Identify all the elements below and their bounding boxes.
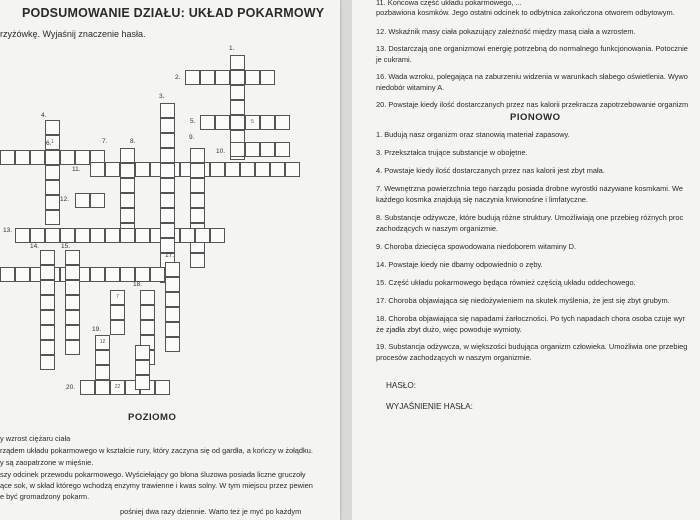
crossword-cell[interactable] [230,115,245,130]
crossword-cell[interactable] [135,228,150,243]
poziomo-clue: 13. Dostarczają one organizmowi energię potrzebną do normalnego funkcjonowania. Potocznie [376,44,688,53]
crossword-cell[interactable] [160,118,175,133]
pionowo-clue: 8. Substancje odżywcze, które budują różne struktury. Umożliwiają one przebieg różnych proc [376,213,684,222]
crossword-cell[interactable] [65,265,80,280]
crossword-cell[interactable] [40,280,55,295]
clue-number: 11. [72,166,81,173]
crossword-cell[interactable] [40,340,55,355]
clue-number: 5. [190,118,196,125]
crossword-cell[interactable] [230,55,245,70]
crossword-cell[interactable] [120,178,135,193]
crossword-cell[interactable] [110,320,125,335]
crossword-cell[interactable]: 1 [45,135,60,150]
poziomo-clue: e być gromadzony pokarm. [0,492,90,501]
crossword-cell[interactable] [40,355,55,370]
pionowo-clue: 19. Substancja odżywcza, w większości budująca organizm człowieka. Umożliwia one przebieg [376,342,688,351]
crossword-cell[interactable]: 12 [95,335,110,350]
crossword-cell[interactable] [230,85,245,100]
pionowo-clue: 18. Choroba objawiająca się napadami żarłoczności. Po tych napadach chora osoba czuje wyr [376,314,685,323]
pionowo-clue: zachodzących w naszym organizmie. [376,224,498,233]
poziomo-clue: niedobór witaminy A. [376,83,445,92]
crossword-cell[interactable] [190,193,205,208]
crossword-cell[interactable] [45,210,60,225]
crossword-cell[interactable] [90,162,105,177]
pionowo-clue: 9. Choroba dziecięca spowodowana niedoborem witaminy D. [376,242,577,251]
crossword-cell[interactable] [140,290,155,305]
crossword-cell[interactable] [160,103,175,118]
poziomo-clue: szy odcinek przewodu pokarmowego. Wyściełający go błona śluzowa posiada liczne gruczoły [0,470,306,479]
pionowo-clue: 7. Wewnętrzna powierzchnia tego narządu posiada drobne wyrostki nazywane kosmkami. We [376,184,684,193]
crossword-cell[interactable] [165,262,180,277]
crossword-cell[interactable] [45,195,60,210]
crossword-cell[interactable] [45,228,60,243]
pionowo-clue: każdego kosmka znajdują się naczynia krwionośne i limfatyczne. [376,195,588,204]
crossword-cell[interactable] [65,310,80,325]
crossword-cell[interactable] [255,162,270,177]
crossword-cell[interactable] [230,100,245,115]
crossword-cell[interactable] [215,70,230,85]
poziomo-clue: ące sok, w skład którego wchodzą enzymy trawienne i kwas solny. W tym miejscu przez pewien [0,481,313,490]
crossword-cell[interactable] [185,70,200,85]
crossword-cell[interactable] [190,148,205,163]
poziomo-clue: 20. Powstaje kiedy ilość dostarczanych przez nas kalorii przekracza zapotrzebowanie organizm [376,100,689,109]
crossword-cell[interactable] [45,165,60,180]
crossword-cell[interactable] [195,228,210,243]
crossword-cell[interactable] [165,337,180,352]
crossword-cell[interactable] [230,70,245,85]
crossword-cell[interactable] [65,340,80,355]
crossword-grid [0,0,340,400]
pionowo-clue: procesów zachodzących w naszym organizmie. [376,353,532,362]
crossword-cell[interactable] [160,133,175,148]
crossword-cell[interactable] [135,162,150,177]
crossword-cell[interactable] [140,320,155,335]
crossword-cell[interactable] [95,350,110,365]
crossword-cell[interactable] [200,115,215,130]
crossword-cell[interactable] [105,162,120,177]
crossword-cell[interactable] [190,163,205,178]
crossword-cell[interactable] [110,305,125,320]
crossword-cell[interactable] [160,163,175,178]
crossword-cell[interactable] [160,238,175,253]
crossword-cell[interactable] [90,267,105,282]
crossword-cell[interactable] [160,193,175,208]
pionowo-clue: 14. Powstaje kiedy nie dbamy odpowiednio o zęby. [376,260,543,269]
crossword-cell[interactable] [180,228,195,243]
worksheet-title: PODSUMOWANIE DZIAŁU: UKŁAD POKARMOWY [22,6,325,20]
crossword-cell[interactable] [270,162,285,177]
crossword-cell[interactable] [45,180,60,195]
crossword-cell[interactable] [75,193,90,208]
crossword-cell[interactable] [260,115,275,130]
crossword-cell[interactable] [165,277,180,292]
poziomo-clue: y są zaopatrzone w mięśnie. [0,458,94,467]
crossword-cell[interactable] [190,208,205,223]
crossword-cell[interactable] [210,162,225,177]
crossword-cell[interactable] [150,267,165,282]
crossword-cell[interactable] [135,375,150,390]
crossword-cell[interactable]: 5 [245,115,260,130]
crossword-cell[interactable] [160,223,175,238]
crossword-cell[interactable] [95,365,110,380]
poziomo-clue: 16. Wada wzroku, polegająca na zaburzeniu widzenia w warunkach słabego oświetlenia. Wywo [376,72,688,81]
crossword-cell[interactable] [30,228,45,243]
clue-number: 1. [229,45,235,52]
crossword-cell[interactable] [200,70,215,85]
pionowo-clue: 1. Budują nasz organizm oraz stanowią materiał zapasowy. [376,130,570,139]
pionowo-clue: 15. Część układu pokarmowego będąca również częścią układu oddechowego. [376,278,636,287]
clue-number: 15. [61,243,71,250]
clue-number: 17. [165,252,175,259]
crossword-cell[interactable] [120,163,135,178]
crossword-cell[interactable] [275,142,290,157]
crossword-cell[interactable] [90,193,105,208]
crossword-cell[interactable] [190,253,205,268]
crossword-cell[interactable] [60,228,75,243]
crossword-cell[interactable] [120,228,135,243]
crossword-cell[interactable] [120,148,135,163]
left-worksheet-page [0,0,340,520]
haslo-label: HASŁO: [386,381,417,390]
pionowo-clue: 3. Przekształca trujące substancje w obojętne. [376,148,528,157]
wyjasnienie-label: WYJAŚNIENIE HASŁA: [386,402,473,411]
poziomo-clue: pozbawiona kosmków. Jego ostatni odcinek to odbytnica zakończona otworem odbytowym. [376,8,675,17]
crossword-cell[interactable] [15,267,30,282]
crossword-cell[interactable] [165,307,180,322]
crossword-cell[interactable] [160,208,175,223]
pionowo-clue: 17. Choroba objawiająca się niedożywieniem na skutek myślenia, że jest się zbyt grubym. [376,296,670,305]
pionowo-heading: PIONOWO [510,112,561,123]
crossword-cell[interactable] [230,142,245,157]
crossword-cell[interactable] [120,208,135,223]
clue-number: 7. [102,138,108,145]
poziomo-clue: 12. Wskaźnik masy ciała pokazujący zależność między masą ciała a wzrostem. [376,27,636,36]
clue-number: 12. [60,196,70,203]
right-worksheet-page [352,0,700,520]
crossword-cell[interactable] [65,295,80,310]
crossword-cell[interactable] [225,162,240,177]
crossword-cell[interactable] [0,150,15,165]
crossword-cell[interactable] [65,250,80,265]
crossword-cell[interactable] [155,380,170,395]
clue-number: 20. [66,384,76,391]
crossword-cell[interactable] [260,70,275,85]
crossword-cell[interactable] [30,150,45,165]
crossword-cell[interactable] [160,178,175,193]
clue-number: 10. [216,148,226,155]
crossword-cell[interactable] [140,305,155,320]
crossword-cell[interactable] [105,228,120,243]
crossword-cell[interactable] [210,228,225,243]
crossword-cell[interactable] [40,250,55,265]
clue-number: 6. [46,140,52,147]
crossword-cell[interactable] [40,265,55,280]
poziomo-heading: POZIOMO [128,412,177,423]
crossword-cell[interactable]: 22 [110,380,125,395]
crossword-cell[interactable] [120,267,135,282]
crossword-cell[interactable] [40,325,55,340]
clue-number: 2. [175,74,181,81]
poziomo-clue: y wzrost ciężaru ciała [0,434,71,443]
crossword-cell[interactable] [65,325,80,340]
poziomo-clue: rządem układu pokarmowego w kształcie rury, który zaczyna się od gardła, a kończy w żołądku. [0,446,313,455]
crossword-cell[interactable] [15,228,30,243]
crossword-cell[interactable] [60,150,75,165]
poziomo-clue: 11. Końcowa część układu pokarmowego, ... [376,0,522,7]
crossword-cell[interactable] [165,322,180,337]
crossword-cell[interactable] [95,380,110,395]
crossword-cell[interactable] [165,292,180,307]
clue-number: 3. [159,93,165,100]
crossword-cell[interactable] [40,310,55,325]
clue-number: 4. [41,112,47,119]
crossword-cell[interactable] [285,162,300,177]
crossword-cell[interactable] [40,295,55,310]
clue-number: 13. [3,227,13,234]
crossword-cell[interactable] [120,193,135,208]
crossword-cell[interactable] [80,380,95,395]
clue-number: 9. [189,134,195,141]
crossword-cell[interactable] [75,150,90,165]
crossword-cell[interactable] [105,267,120,282]
crossword-cell[interactable] [90,228,105,243]
clue-number: 14. [30,243,40,250]
instruction-text: rzyżówkę. Wyjaśnij znaczenie hasła. [0,29,146,39]
crossword-cell[interactable] [160,148,175,163]
crossword-cell[interactable] [45,150,60,165]
crossword-cell[interactable] [65,280,80,295]
crossword-cell[interactable] [245,142,260,157]
pionowo-clue: 4. Powstaje kiedy ilość dostarczanych przez nas kalorii jest zbyt mała. [376,166,605,175]
crossword-cell[interactable] [275,115,290,130]
poziomo-clue: je cukrami. [376,55,412,64]
crossword-cell[interactable] [240,162,255,177]
crossword-cell[interactable] [135,267,150,282]
crossword-cell[interactable] [245,70,260,85]
crossword-cell[interactable] [190,178,205,193]
crossword-cell[interactable] [75,228,90,243]
clue-number: 18. [133,281,143,288]
crossword-cell[interactable] [15,150,30,165]
poziomo-clue: pośniej dwa razy dziennie. Warto też je myć po każdym [120,507,302,516]
crossword-cell[interactable] [215,115,230,130]
clue-number: 8. [130,138,136,145]
crossword-cell[interactable] [260,142,275,157]
clue-number: 19. [92,326,102,333]
crossword-cell[interactable] [135,345,150,360]
crossword-cell[interactable] [45,120,60,135]
crossword-cell[interactable] [0,267,15,282]
pionowo-clue: że zjadła zbyt dużo, więc powoduje wymioty. [376,325,522,334]
crossword-cell[interactable] [135,360,150,375]
crossword-cell[interactable]: 7 [110,290,125,305]
